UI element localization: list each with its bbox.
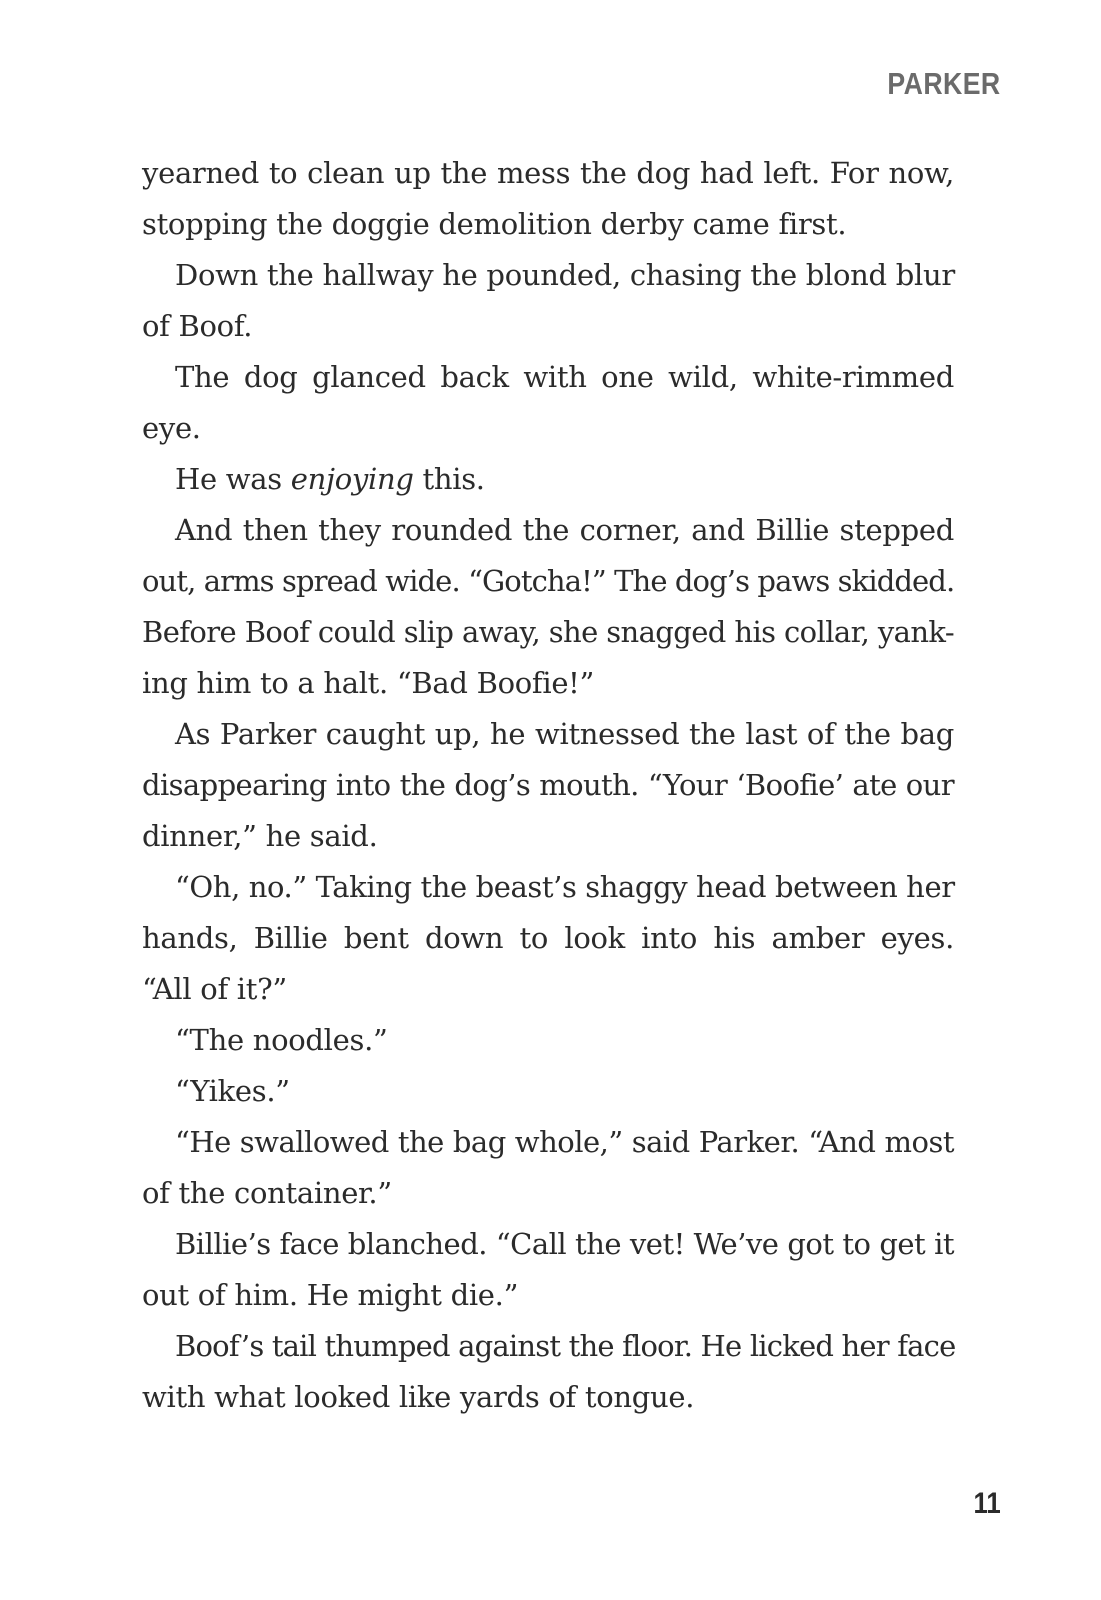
text-line: disappearing into the dog’s mouth. “Your ‘Boofie’ ate our bbox=[142, 768, 954, 802]
text-line: eye. bbox=[142, 411, 201, 445]
page-number: 11 bbox=[973, 1487, 1001, 1520]
text-segment: He was bbox=[175, 462, 291, 496]
text-line: “The noodles.” bbox=[175, 1023, 388, 1057]
text-line: dinner,” he said. bbox=[142, 819, 378, 853]
text-line: “Yikes.” bbox=[175, 1074, 290, 1108]
text-line: with what looked like yards of tongue. bbox=[142, 1380, 695, 1414]
body-text bbox=[142, 148, 954, 1423]
running-head: PARKER bbox=[887, 66, 1001, 101]
text-line: Before Boof could slip away, she snagged his collar, yank- bbox=[142, 615, 955, 649]
text-line: Boof’s tail thumped against the floor. He licked her face bbox=[175, 1329, 956, 1363]
text-line bbox=[142, 454, 954, 505]
text-line: “He swallowed the bag whole,” said Parker. “And most bbox=[175, 1125, 954, 1159]
text-line: “Oh, no.” Taking the beast’s shaggy head between her bbox=[175, 870, 955, 904]
text-line: “All of it?” bbox=[142, 972, 287, 1006]
text-line: of the container.” bbox=[142, 1176, 392, 1210]
text-line: The dog glanced back with one wild, white-rimmed bbox=[175, 360, 954, 394]
text-line: of Boof. bbox=[142, 309, 253, 343]
text-line: out, arms spread wide. “Gotcha!” The dog’s paws skidded. bbox=[142, 564, 955, 598]
emphasis: enjoying bbox=[290, 462, 414, 496]
text-line: Down the hallway he pounded, chasing the blond blur bbox=[175, 258, 955, 292]
text-line: ing him to a halt. “Bad Boofie!” bbox=[142, 666, 595, 700]
text-segment: this. bbox=[413, 462, 485, 496]
text-line: yearned to clean up the mess the dog had left. For now, bbox=[142, 156, 954, 190]
text-line: stopping the doggie demolition derby came first. bbox=[142, 207, 847, 241]
text-line: out of him. He might die.” bbox=[142, 1278, 519, 1312]
text-line: hands, Billie bent down to look into his amber eyes. bbox=[142, 921, 954, 955]
text-line: As Parker caught up, he witnessed the last of the bag bbox=[175, 717, 954, 751]
text-line: Billie’s face blanched. “Call the vet! We’ve got to get it bbox=[175, 1227, 954, 1261]
text-line: And then they rounded the corner, and Billie stepped bbox=[175, 513, 954, 547]
